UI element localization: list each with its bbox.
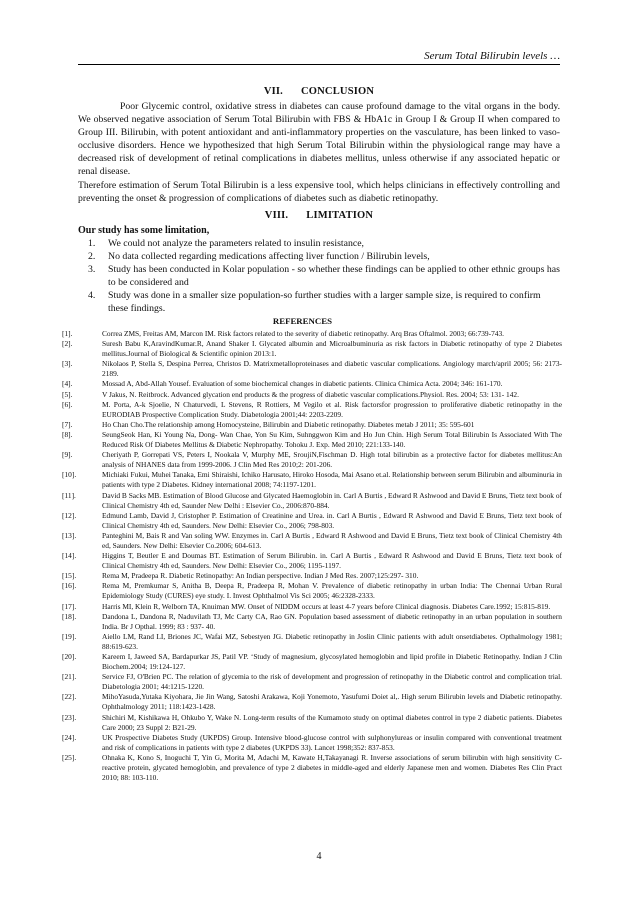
reference-text: Kareem I, Jaweed SA, Bardapurkar JS, Patil VP. ‘Study of magnesium, glycosylated hemoglobin and lipid profile in Diabetic Retinopathy. Indian J Clin Biochem.2004; 19:124-127. (102, 652, 562, 672)
reference-item (62, 733, 562, 753)
limitation-item (78, 289, 560, 315)
reference-text: Edmund Lamb, David J, Cristopher P. Estimation of Creatinine and Urea. in. Carl A Burtis , Edward R Ashwood and David E Bruns, Tietz text book of Clinical Chemistry 4th ed, Saunders. New Delhi: Elsevier Co., 2006; 798-803. (102, 510, 562, 530)
reference-text: MihoYasuda,Yutaka Kiyohara, Jie Jin Wang, Satoshi Arakawa, Koji Yonemoto, Yasufumi Doiet al,. High serum Bilirubin levels and Diabetic retinopathy. Ophthalmology 2011; 118:1423-1428. (102, 692, 562, 712)
header-rule (78, 64, 560, 65)
reference-text: David B Sacks MB. Estimation of Blood Glucose and Glycated Haemoglobin in. Carl A Burtis , Edward R Ashwood and David E Bruns, Tietz text book of Clinical Chemistry 4th ed, Saunder New Delhi : Elsevier Co., 2006:870-884. (102, 490, 562, 510)
reference-text: V Jakus, N. Reitbrock. Advanced glycation end products & the progress of diabetic vascular complications.Physiol. Res. 2004; 53: 131- 142. (102, 389, 519, 399)
limitation-item-number: 2. (88, 251, 96, 263)
reference-number: [2]. (62, 339, 73, 349)
reference-number: [5]. (62, 389, 73, 399)
reference-item (62, 632, 562, 652)
conclusion-section (78, 86, 560, 205)
reference-text: Nikolaos P, Stella S, Despina Perrea, Christos D. Matrixmetalloproteinases and diabetic vascular complications. Angiology march/april 2005; 56: 2173-2189. (102, 359, 562, 379)
reference-number: [11]. (62, 490, 76, 500)
reference-number: [10]. (62, 470, 77, 480)
reference-number: [9]. (62, 450, 73, 460)
reference-item (62, 420, 562, 430)
reference-item (62, 531, 562, 551)
reference-text: Rema M, Premkumar S, Anitha B, Deepa R, Pradeepa R, Mohan V. Prevalence of diabetic retinopathy in urban India: The Chennai Urban Rural Epidemiology Study (CURES) eye study. I. Invest Ophthalmol Vis Sci 2005; 46:2328-2333. (102, 581, 562, 601)
reference-item (62, 551, 562, 571)
limitation-item (78, 237, 560, 250)
reference-item (62, 692, 562, 712)
conclusion-number: VII. (263, 86, 283, 97)
reference-number: [24]. (62, 732, 77, 742)
reference-number: [4]. (62, 379, 73, 389)
reference-text: Correa ZMS, Freitas AM, Marcon IM. Risk factors related to the severity of diabetic retinopathy. Arq Bras Oftalmol. 2003; 66:739-743. (102, 329, 505, 338)
limitation-section (78, 210, 560, 316)
limitation-item-text: Study has been conducted in Kolar population - so whether these findings can be applied to other ethnic groups has to be considered and (108, 264, 560, 289)
reference-text: Rema M, Pradeepa R. Diabetic Retinopathy: An Indian perspective. Indian J Med Res. 2007;125:297- 310. (102, 571, 419, 581)
reference-number: [19]. (62, 631, 77, 641)
reference-item (62, 602, 562, 612)
limitation-intro: Our study has some limitation, (78, 225, 210, 236)
reference-number: [1]. (62, 329, 73, 338)
reference-item (62, 339, 562, 359)
reference-text: Harris MI, Klein R, Welborn TA, Knuiman MW. Onset of NIDDM occurs at least 4-7 years before Clinical diagnosis. Diabetes Care.1992; 15:815-819. (102, 601, 551, 611)
reference-item (62, 491, 562, 511)
reference-item (62, 450, 562, 470)
references-list (62, 329, 562, 783)
reference-text: Shichiri M, Kishikawa H, Ohkubo Y, Wake N. Long-term results of the Kumamoto study on optimal diabetes control in type 2 diabetic patients. Diabetes Care 2000; 23 Suppl 2: B21-29. (102, 712, 562, 732)
reference-number: [25]. (62, 752, 77, 762)
limitation-item-text: We could not analyze the parameters related to insulin resistance, (108, 238, 365, 249)
conclusion-heading (78, 86, 560, 97)
reference-text: Panteghini M, Bais R and Van soling WW. Enzymes in. Carl A Burtis , Edward R Ashwood and David E Bruns, Tietz text book of Clinical Chemistry 4th ed, Saunders. New Delhi: Elsevier Co.2006; 604-613. (102, 530, 562, 550)
reference-item (62, 672, 562, 692)
references-heading-row (78, 316, 560, 326)
reference-text: UK Prospective Diabetes Study (UKPDS) Group. Intensive blood-glucose control with sulphonylureas or insulin compared with conventional treatment and risk of complications in patients with type 2 diabetes (UKPDS 33). Lancet 1998;352: 837-853. (102, 732, 562, 752)
conclusion-title: CONCLUSION (301, 86, 375, 97)
reference-number: [18]. (62, 611, 77, 621)
reference-item (62, 612, 562, 632)
reference-text: Mossad A, Abd-Allah Yousef. Evaluation of some biochemical changes in diabetic patients. Clinica Chimica Acta. 2004; 346: 161-170. (102, 379, 503, 389)
reference-item (62, 390, 562, 400)
reference-number: [3]. (62, 359, 73, 369)
reference-number: [6]. (62, 399, 73, 409)
reference-number: [17]. (62, 601, 77, 611)
limitation-number: VIII. (264, 210, 289, 221)
reference-text: Dandona L, Dandona R, Naduvilath TJ, Mc Carty CA, Rao GN. Population based assessment of diabetic retinopathy in an urban population in southern India. Br J Opthal. 1999; 83 : 937- 40. (102, 611, 562, 631)
limitation-item-text: No data collected regarding medications affecting liver function / Bilirubin levels, (108, 251, 430, 263)
reference-item (62, 400, 562, 420)
limitation-item-number: 4. (88, 290, 96, 302)
limitation-item (78, 263, 560, 289)
reference-number: [13]. (62, 530, 77, 540)
reference-number: [14]. (62, 551, 77, 561)
page-number: 4 (316, 851, 322, 862)
running-head: Serum Total Bilirubin levels … (424, 50, 560, 62)
reference-number: [20]. (62, 652, 77, 661)
reference-text: Cheriyath P, Gorrepati VS, Peters I, Nookala V, Murphy ME, SroujiN,Fischman D. High total bilirubin as a protective factor for diabetes mellitus:An analysis of NHANES data from 1999-2006. J Clin Med Res 2010;2: 201-206. (102, 450, 562, 470)
reference-text: Ohnaka K, Kono S, Inoguchi T, Yin G, Morita M, Adachi M, Kawate H,Takayanagi R. Inverse associations of serum bilirubin with high sensitivity C-reactive protein, glycated hemoglobin, and prevalence of type 2 diabetes in middle-aged and elderly Japanese men and women. Diabetes Res Clin Pract 2010; 88: 103-110. (102, 752, 562, 783)
conclusion-paragraph-1: Poor Glycemic control, oxidative stress in diabetes can cause profound damage to the vital organs in the body. We observed negative association of Serum Total Bilirubin with FBS & HbA1c in Group I & Group II when compared to Group III. Bilirubin, with potent antioxidant and anti-inflammatory properties on the vasculature, has been linked to vaso-occlusive disorders. Hence we hypothesized that high Serum Total Bilirubin within the physiological range may have a decreased risk of development of retinal complications in diabetes mellitus, unless otherwise if any associated hepatic or renal disease. (78, 101, 560, 178)
reference-number: [16]. (62, 581, 77, 591)
limitation-heading (78, 210, 560, 221)
reference-text: Michiaki Fukui, Muhei Tanaka, Emi Shiraishi, Ichiko Harusato, Hiroko Hosoda, Mai Asano et.al. Relationship between serum Bilirubin and albuminuria in patients with type 2 Diabetes. Kidney international 2008; 74:1197-1201. (102, 470, 562, 490)
reference-number: [15]. (62, 571, 77, 581)
reference-number: [12]. (62, 510, 77, 520)
reference-item (62, 511, 562, 531)
reference-item (62, 713, 562, 733)
reference-item (62, 581, 562, 601)
reference-item (62, 359, 562, 379)
reference-number: [7]. (62, 419, 73, 429)
reference-number: [21]. (62, 672, 77, 682)
reference-number: [8]. (62, 429, 73, 439)
reference-text: SeungSeok Han, Ki Young Na, Dong- Wan Chae, Yon Su Kim, Suhnggwon Kim and Ho Jun Chin. High Serum Total Bilirubin Is Associated With The Reduced Risk Of Diabetes Mellitus & Diabetic Nephropathy. Tohoku J. Exp. Med 2010; 221:133-140. (102, 429, 562, 450)
limitation-item-number: 3. (88, 264, 96, 276)
limitation-item-text: Study was done in a smaller size population-so further studies with a larger sample size, is required to confirm these findings. (108, 290, 541, 315)
reference-item (62, 379, 562, 389)
reference-item (62, 430, 562, 450)
limitation-item-number: 1. (88, 238, 96, 249)
reference-item (62, 753, 562, 783)
limitation-item (78, 250, 560, 263)
limitation-list (78, 237, 560, 316)
reference-item (62, 470, 562, 490)
reference-item (62, 652, 562, 672)
references-heading: REFERENCES (272, 316, 332, 326)
limitation-title: LIMITATION (306, 210, 374, 221)
reference-text: Aiello LM, Rand LI, Briones JC, Wafai MZ, Sebestyen JG. Diabetic retinopathy in Joslin Clinic patients with adult onsetdiabetes. Opthalmology 1981; 88:619-623. (102, 631, 562, 651)
reference-text: Higgins T, Beutler E and Doumas BT. Estimation of Serum Bilirubin. in. Carl A Burtis , Edward R Ashwood and David E Bruns, Tietz text book of Clinical Chemistry 4th ed, Saunders. New Delhi: Elsevier Co., 2006; 1195-1197. (102, 551, 562, 571)
reference-item (62, 329, 562, 339)
conclusion-paragraph-2: Therefore estimation of Serum Total Bilirubin is a less expensive tool, which helps clinicians in effectively controlling and preventing the onset & progression of complications of diabetes such as diabetic retinopathy. (78, 179, 560, 204)
reference-number: [23]. (62, 712, 77, 722)
reference-item (62, 571, 562, 581)
reference-text: Ho Chan Cho.The relationship among Homocysteine, Bilirubin and Diabetic retinopathy. Diabetes metab J 2011; 35: 595-601 (102, 419, 475, 429)
reference-text: Service FJ, O'Brien PC. The relation of glycemia to the risk of development and progression of retinopathy in the Diabetic control and complication trial. Diabetologia 2001; 44:1215-1220. (102, 672, 562, 692)
reference-text: M. Porta, A-k Sjoelie, N Chaturvedi, L Stevens, R Rottiers, M Vegilo et al. Risk factorsfor progression to proliferative diabetic retinopathy in the EURODIAB Prospective Complication Study. Diabetologia 2001;44: 2203-2209. (102, 399, 562, 419)
reference-number: [22]. (62, 692, 77, 702)
reference-text: Suresh Babu K,AravindKumar.R, Anand Shaker I. Glycated albumin and Microalbuminuria as risk factors in Diabetic retinopathy of type 2 Diabetes mellitus.Journal of Biological & Scientific opinion 2013:1. (102, 339, 562, 359)
